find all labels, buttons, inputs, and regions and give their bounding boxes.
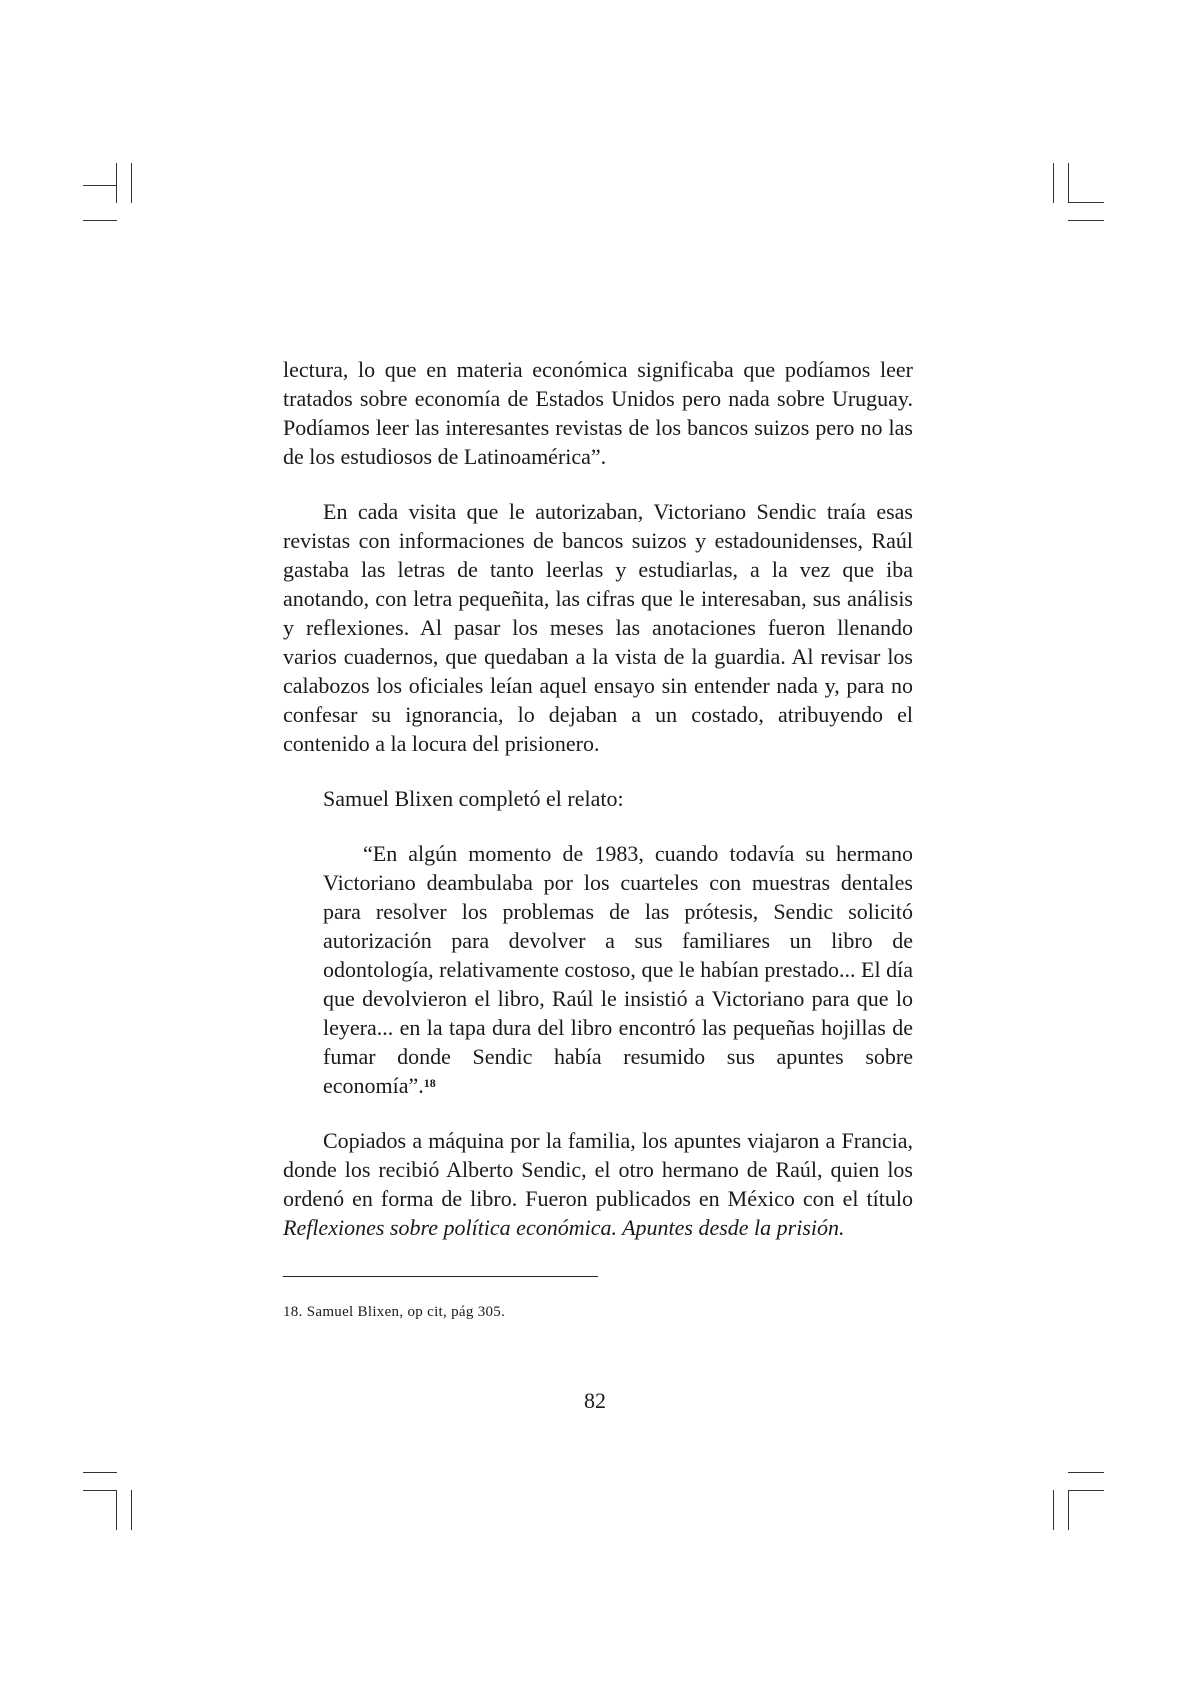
footnote	[283, 1302, 505, 1322]
crop-mark	[1068, 1490, 1104, 1491]
page-body	[283, 355, 913, 1242]
paragraph-visits: En cada visita que le autorizaban, Victoriano Sendic traía esas revistas con informaciones de bancos suizos y estadounidenses, Raúl gastaba las letras de tanto leerlas y estudiarlas, a la vez que iba anotando, con letra pequeñita, las cifras que le interesaban, sus análisis y reflexiones. Al pasar los meses las anotaciones fueron llenando varios cuadernos, que quedaban a la vista de la guardia. Al revisar los calabozos los oficiales leían aquel ensayo sin entender nada y, para no confesar su ignorancia, lo dejaban a un costado, atribuyendo el contenido a la locura del prisionero.	[283, 499, 913, 756]
crop-mark	[1068, 220, 1104, 221]
crop-mark	[1068, 1490, 1069, 1530]
crop-mark	[131, 1490, 132, 1530]
crop-mark	[83, 220, 117, 221]
footnote-divider	[283, 1276, 598, 1277]
footnote-text: Samuel Blixen, op cit, pág 305.	[306, 1304, 506, 1320]
page-number: 82	[584, 1388, 606, 1413]
crop-mark	[83, 1472, 117, 1473]
book-title: Reflexiones sobre política económica. Apuntes desde la prisión.	[283, 1215, 845, 1240]
crop-mark	[1068, 1472, 1104, 1473]
paragraph-publication	[283, 1126, 913, 1242]
crop-mark	[116, 163, 117, 203]
crop-mark	[1053, 163, 1054, 203]
crop-mark	[83, 185, 117, 186]
crop-mark	[1053, 1490, 1054, 1530]
quote-text: “En algún momento de 1983, cuando todavía su hermano Victoriano deambulaba por los cuarteles con muestras dentales para resolver los problemas de las prótesis, Sendic solicitó autorización para devolver a sus familiares un libro de odontología, relativamente costoso, que le habían prestado... El día que devolvieron el libro, Raúl le insistió a Victoriano para que lo leyera... en la tapa dura del libro encontró las pequeñas hojillas de fumar donde Sendic había resumido sus apuntes sobre economía”.	[323, 841, 913, 1098]
crop-mark	[116, 1490, 117, 1530]
crop-mark	[131, 163, 132, 203]
paragraph-blixen-intro: Samuel Blixen completó el relato:	[323, 786, 624, 811]
paragraph-publication-text: Copiados a máquina por la familia, los apuntes viajaron a Francia, donde los recibió Alberto Sendic, el otro hermano de Raúl, quien los ordenó en forma de libro. Fueron publicados en México con el título	[283, 1128, 913, 1211]
crop-mark	[83, 1490, 117, 1491]
footnote-number: 18.	[283, 1304, 303, 1320]
crop-mark	[1068, 202, 1104, 203]
footnote-reference[interactable]: 18	[423, 1076, 436, 1090]
paragraph-continuation: lectura, lo que en materia económica significaba que podíamos leer tratados sobre economía de Estados Unidos pero nada sobre Uruguay. Podíamos leer las interesantes revistas de los bancos suizos pero no las de los estudiosos de Latinoamérica”.	[283, 357, 913, 469]
block-quote	[283, 839, 913, 1100]
crop-mark	[1068, 163, 1069, 203]
